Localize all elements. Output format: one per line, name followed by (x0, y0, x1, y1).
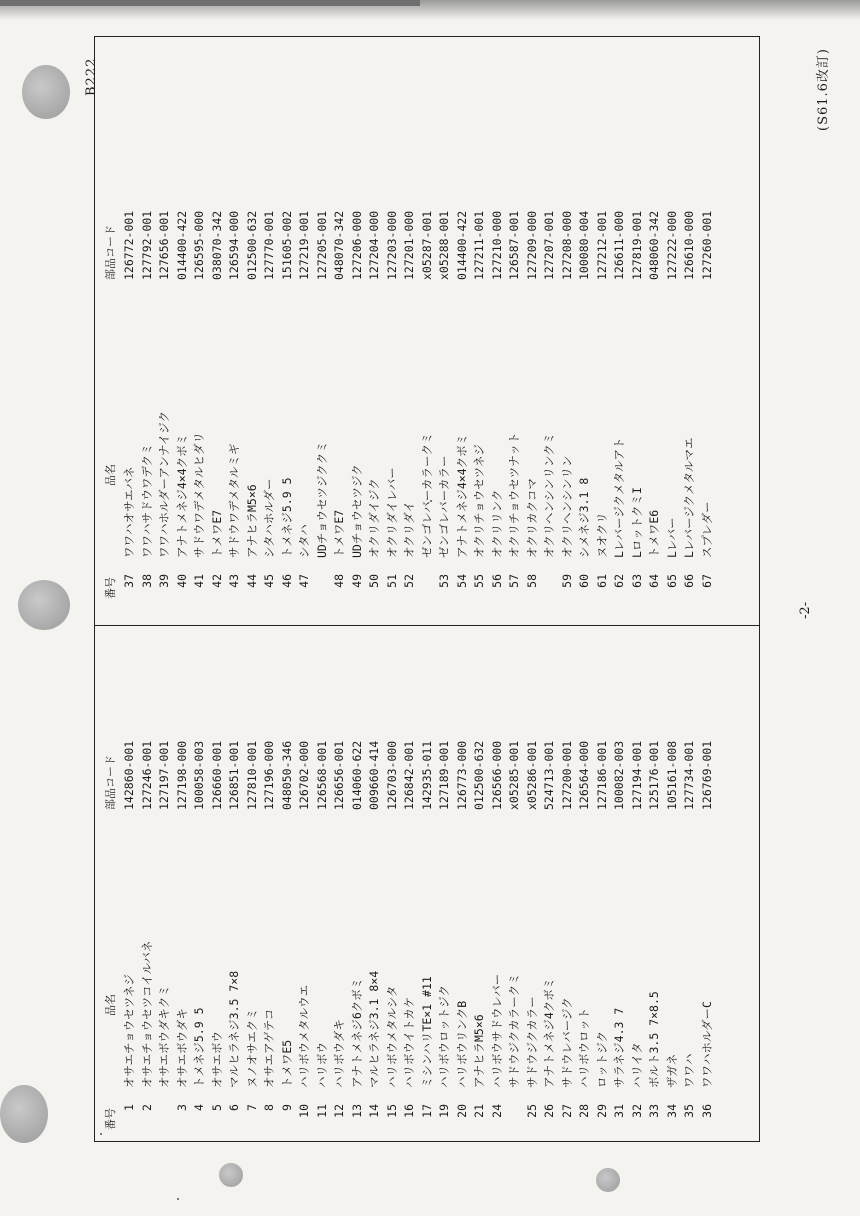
part-name: サラネジ4.3 7 (612, 1007, 626, 1088)
part-code: 127207-001 (542, 210, 556, 280)
part-name: アナトメネジ4×4クボミ (174, 433, 189, 558)
table-row (455, 100, 470, 600)
part-name: トメワE6 (647, 509, 661, 558)
right-header-code: 部品コード (104, 225, 117, 280)
part-code: 127819-001 (629, 210, 644, 280)
table-row (525, 100, 540, 600)
part-name: オクリリンク (489, 489, 504, 558)
part-code: 126564-000 (577, 740, 591, 810)
part-name: オサエボウ (209, 1030, 224, 1088)
item-number: 21 (472, 1104, 486, 1118)
table-row (157, 100, 172, 600)
part-name: ワワハホルダーアンナイジク (157, 411, 171, 558)
part-code: 127204-000 (367, 210, 381, 280)
part-code: 127211-001 (472, 210, 486, 280)
part-code: 127206-000 (349, 210, 364, 280)
table-row (612, 630, 627, 1130)
part-name: サドウワデメタルヒダリ (192, 431, 206, 558)
part-name: LロットクミI (629, 487, 644, 558)
item-number: 17 (419, 1104, 434, 1118)
table-row (420, 630, 435, 1130)
part-code: 100082-003 (612, 740, 626, 810)
part-code: 126568-001 (314, 740, 329, 810)
part-code: 048060-342 (647, 210, 661, 280)
item-number: 51 (384, 574, 399, 588)
part-code: 126611-000 (612, 210, 626, 280)
part-code: 127210-000 (489, 210, 504, 280)
part-name: ボルト3.5 7×8.5 (647, 991, 661, 1088)
part-code: 127770-001 (262, 210, 276, 280)
item-number: 57 (507, 574, 521, 588)
part-name: ハリボウイトカケ (402, 996, 416, 1088)
item-number: 8 (262, 1104, 276, 1111)
part-name: トメネジ5.9 5 (279, 477, 294, 558)
item-number: 66 (682, 574, 696, 588)
part-code: 127792-001 (139, 210, 154, 280)
part-name: ハリボウメタルシタ (384, 985, 399, 1088)
item-number: 16 (402, 1104, 416, 1118)
table-row (122, 100, 137, 600)
item-number: 44 (244, 574, 259, 588)
part-code: 127197-001 (157, 740, 171, 810)
part-name: ハリボウリンクB (454, 1000, 469, 1088)
item-number: 42 (209, 574, 224, 588)
table-row (595, 630, 610, 1130)
page-number: -2- (798, 601, 813, 619)
part-code: 126595-000 (192, 210, 206, 280)
part-name: シタハホルダー (262, 478, 276, 558)
table-row (192, 100, 207, 600)
table-row (385, 100, 400, 600)
table-row (350, 100, 365, 600)
part-name: オサエチョウセツコイルバネ (139, 940, 154, 1088)
part-code: x05287-001 (419, 210, 434, 280)
part-name: オサエボウダキクミ (157, 985, 171, 1088)
part-name: オサエチョウセツネジ (122, 974, 136, 1088)
part-code: 142935-011 (419, 740, 434, 810)
part-name: シメネジ3.1 8 (577, 477, 591, 558)
part-code: 127222-000 (664, 210, 679, 280)
part-name: UDチョウセツジク (349, 464, 364, 558)
table-row (665, 100, 680, 600)
part-code: 127212-001 (594, 210, 609, 280)
item-number: 48 (332, 574, 346, 588)
table-row (595, 100, 610, 600)
part-name: ワワハサドウワデクミ (139, 443, 154, 558)
item-number: 58 (524, 574, 539, 588)
part-name: オサエボウダキ (174, 1008, 189, 1088)
item-number: 61 (594, 574, 609, 588)
part-code: 012500-632 (472, 740, 486, 810)
item-number: 36 (699, 1104, 714, 1118)
item-number: 46 (279, 574, 294, 588)
item-number: 25 (524, 1104, 539, 1118)
part-name: ハリボウメタルウエ (297, 984, 311, 1088)
part-code: 127734-001 (682, 740, 696, 810)
part-code: 126773-000 (454, 740, 469, 810)
part-name: ハリボウロット (577, 1007, 591, 1088)
part-name: オクリダイ (402, 500, 416, 558)
item-number: 43 (227, 574, 241, 588)
table-row (192, 630, 207, 1130)
table-row (332, 100, 347, 600)
part-name: ハリボウ (314, 1042, 329, 1088)
part-name: ロットジク (594, 1030, 609, 1088)
part-code: 126587-001 (507, 210, 521, 280)
item-number: 13 (349, 1104, 364, 1118)
table-row (472, 630, 487, 1130)
part-code: 126772-001 (122, 210, 136, 280)
part-name: オクリダイジク (367, 478, 381, 558)
part-code: 126702-000 (297, 740, 311, 810)
part-code: 127189-001 (437, 740, 451, 810)
part-code: 014400-422 (174, 210, 189, 280)
table-row (122, 630, 137, 1130)
part-name: ハリイタ (629, 1042, 644, 1088)
part-name: ヌノオサエクミ (244, 1008, 259, 1088)
part-code: 126656-001 (332, 740, 346, 810)
part-name: ハリボウロットジク (437, 984, 451, 1088)
part-name: トメワE7 (332, 509, 346, 558)
part-code: 126769-001 (699, 740, 714, 810)
table-row (262, 100, 277, 600)
part-code: 127196-000 (262, 740, 276, 810)
table-row (245, 630, 260, 1130)
part-name: オクリヘンシンリンクミ (542, 432, 556, 558)
item-number: 15 (384, 1104, 399, 1118)
table-row (542, 100, 557, 600)
item-number: 31 (612, 1104, 626, 1118)
part-code: 127194-001 (629, 740, 644, 810)
part-code: 100058-003 (192, 740, 206, 810)
item-number: 11 (314, 1104, 329, 1118)
part-name: ゼンゴレバーカラークミ (419, 432, 434, 558)
part-name: アナトメネジ4クボミ (542, 977, 556, 1088)
item-number: 5 (209, 1104, 224, 1111)
part-name: UDチョウセツジククミ (314, 441, 329, 558)
part-code: 126610-000 (682, 210, 696, 280)
part-code: 127219-001 (297, 210, 311, 280)
table-row (140, 100, 155, 600)
part-name: ハリボウサドウレバー (489, 973, 504, 1088)
part-name: オクリチョウセツナット (507, 432, 521, 558)
part-code: x05286-001 (524, 740, 539, 810)
item-number: 3 (174, 1104, 189, 1111)
part-code: 014400-422 (454, 210, 469, 280)
table-row (227, 100, 242, 600)
document-code: B222 (84, 57, 99, 96)
part-name: サドウレバージク (559, 997, 574, 1088)
part-name: Lレバージクメタルアト (612, 437, 626, 558)
table-row (700, 100, 715, 600)
part-name: ゼンゴレバーカラー (437, 455, 451, 558)
part-name: Lレバー (664, 517, 679, 558)
table-row (560, 100, 575, 600)
table-row (210, 630, 225, 1130)
item-number: 38 (139, 574, 154, 588)
table-row (157, 630, 172, 1130)
part-name: スプレダー (699, 501, 714, 558)
item-number: 6 (227, 1104, 241, 1111)
part-code: 014060-622 (349, 740, 364, 810)
part-name: マルヒラネジ3.1 8×4 (367, 970, 381, 1088)
table-row (577, 100, 592, 600)
item-number: 59 (559, 574, 574, 588)
table-row (630, 630, 645, 1130)
table-row (332, 630, 347, 1130)
item-number: 47 (297, 574, 311, 588)
right-header-no: 番号 (104, 577, 117, 599)
item-number: 32 (629, 1104, 644, 1118)
table-row (542, 630, 557, 1130)
part-name: サドウジクカラークミ (507, 973, 521, 1088)
table-row (507, 100, 522, 600)
column-divider (94, 625, 760, 626)
table-row (227, 630, 242, 1130)
part-code: x05288-001 (437, 210, 451, 280)
part-name: オクリチョウセツネジ (472, 444, 486, 558)
table-row (682, 630, 697, 1130)
table-row (367, 630, 382, 1130)
item-number: 26 (542, 1104, 556, 1118)
item-number: 7 (244, 1104, 259, 1111)
part-name: ワワハホルダーC (699, 1001, 714, 1088)
item-number: 2 (139, 1104, 154, 1111)
item-number: 65 (664, 574, 679, 588)
item-number: 27 (559, 1104, 574, 1118)
table-row (525, 630, 540, 1130)
table-row (647, 630, 662, 1130)
part-name: シタハ (297, 524, 311, 558)
table-row (315, 630, 330, 1130)
table-row (175, 630, 190, 1130)
item-number: 24 (489, 1104, 504, 1118)
item-number: 33 (647, 1104, 661, 1118)
part-name: トメワE7 (209, 509, 224, 558)
part-code: 048050-346 (279, 740, 294, 810)
part-code: 127186-001 (594, 740, 609, 810)
left-header-code: 部品コード (104, 755, 117, 810)
part-code: 100080-004 (577, 210, 591, 280)
item-number: 49 (349, 574, 364, 588)
item-number: 56 (489, 574, 504, 588)
revision-note: (S61.6改訂) (816, 48, 831, 131)
item-number: 62 (612, 574, 626, 588)
part-name: アナトメネジ4×4クボミ (454, 433, 469, 558)
part-code: 127205-001 (314, 210, 329, 280)
item-number: 12 (332, 1104, 346, 1118)
item-number: 14 (367, 1104, 381, 1118)
table-row (472, 100, 487, 600)
part-name: サドウワデメタルミギ (227, 443, 241, 558)
table-row (350, 630, 365, 1130)
part-code: 125176-001 (647, 740, 661, 810)
part-code: 126660-001 (209, 740, 224, 810)
part-name: ザガネ (664, 1053, 679, 1088)
item-number: 64 (647, 574, 661, 588)
item-number: 63 (629, 574, 644, 588)
part-code: x05285-001 (507, 740, 521, 810)
item-number: 37 (122, 574, 136, 588)
table-row (140, 630, 155, 1130)
part-name: オサエアゲテコ (262, 1008, 276, 1088)
part-name: アナヒラM5×6 (472, 1014, 486, 1088)
part-code: 127810-001 (244, 740, 259, 810)
part-code: 048070-342 (332, 210, 346, 280)
item-number: 41 (192, 574, 206, 588)
part-code: 127198-000 (174, 740, 189, 810)
item-number: 4 (192, 1104, 206, 1111)
part-name: オクリヘンシンリン (559, 455, 574, 558)
part-code: 126594-000 (227, 210, 241, 280)
left-header-name: 品名 (104, 994, 117, 1016)
part-code: 127260-001 (699, 210, 714, 280)
part-code: 127201-000 (402, 210, 416, 280)
table-row (507, 630, 522, 1130)
table-row (297, 630, 312, 1130)
table-row (402, 630, 417, 1130)
part-code: 127246-001 (139, 740, 154, 810)
table-row (262, 630, 277, 1130)
item-number: 35 (682, 1104, 696, 1118)
part-code: 142860-001 (122, 740, 136, 810)
table-row (420, 100, 435, 600)
table-row (437, 630, 452, 1130)
part-name: アナトメネジ6クボミ (349, 977, 364, 1088)
part-name: ハリボウダキ (332, 1019, 346, 1088)
part-code: 126851-001 (227, 740, 241, 810)
part-code: 038070-342 (209, 210, 224, 280)
item-number: 9 (279, 1104, 294, 1111)
part-code: 127203-000 (384, 210, 399, 280)
item-number: 60 (577, 574, 591, 588)
item-number: 40 (174, 574, 189, 588)
part-name: マルヒラネジ3.5 7×8 (227, 970, 241, 1088)
part-code: 126566-000 (489, 740, 504, 810)
part-code: 127200-001 (559, 740, 574, 810)
table-row (175, 100, 190, 600)
table-row (612, 100, 627, 600)
table-row (682, 100, 697, 600)
table-row (647, 100, 662, 600)
table-row (577, 630, 592, 1130)
part-code: 127656-001 (157, 210, 171, 280)
item-number: 39 (157, 574, 171, 588)
table-row (280, 100, 295, 600)
item-number: 50 (367, 574, 381, 588)
table-row (560, 630, 575, 1130)
part-name: オクリカクコマ (524, 478, 539, 558)
item-number: 34 (664, 1104, 679, 1118)
item-number: 29 (594, 1104, 609, 1118)
part-code: 151605-002 (279, 210, 294, 280)
item-number: 54 (454, 574, 469, 588)
part-name: ワワハオサエバネ (122, 466, 136, 558)
part-code: 009660-414 (367, 740, 381, 810)
table-row (665, 630, 680, 1130)
part-name: トメネジ5.9 5 (192, 1007, 206, 1088)
table-row (490, 630, 505, 1130)
item-number: 53 (437, 574, 451, 588)
table-row (245, 100, 260, 600)
table-row (315, 100, 330, 600)
table-row (490, 100, 505, 600)
part-code: 126842-001 (402, 740, 416, 810)
table-row (280, 630, 295, 1130)
item-number: 52 (402, 574, 416, 588)
part-name: ミシンハリTE×1 #11 (419, 976, 434, 1088)
table-row (455, 630, 470, 1130)
table-row (210, 100, 225, 600)
item-number: 19 (437, 1104, 451, 1118)
item-number: 20 (454, 1104, 469, 1118)
item-number: 1 (122, 1104, 136, 1111)
part-name: サドウジクカラー (524, 996, 539, 1088)
item-number: 45 (262, 574, 276, 588)
part-name: トメワE5 (279, 1039, 294, 1088)
part-code: 012500-632 (244, 210, 259, 280)
table-row (367, 100, 382, 600)
part-code: 524713-001 (542, 740, 556, 810)
item-number: 10 (297, 1104, 311, 1118)
part-name: ヌオクリ (594, 512, 609, 558)
part-code: 127208-000 (559, 210, 574, 280)
part-code: 126703-000 (384, 740, 399, 810)
part-name: Lレバージクメタルマエ (682, 437, 696, 558)
part-name: ワワハ (682, 1053, 696, 1088)
table-row (700, 630, 715, 1130)
table-row (630, 100, 645, 600)
part-name: オクリダイレバー (384, 467, 399, 558)
table-row (385, 630, 400, 1130)
left-header-no: 番号 (104, 1108, 117, 1130)
table-row (297, 100, 312, 600)
part-code: 127209-000 (524, 210, 539, 280)
table-row (402, 100, 417, 600)
item-number: 55 (472, 574, 486, 588)
right-header-name: 品名 (104, 464, 117, 486)
part-code: 105161-008 (664, 740, 679, 810)
item-number: 28 (577, 1104, 591, 1118)
item-number: 67 (699, 574, 714, 588)
table-row (437, 100, 452, 600)
part-name: アナヒラM5×6 (244, 484, 259, 558)
